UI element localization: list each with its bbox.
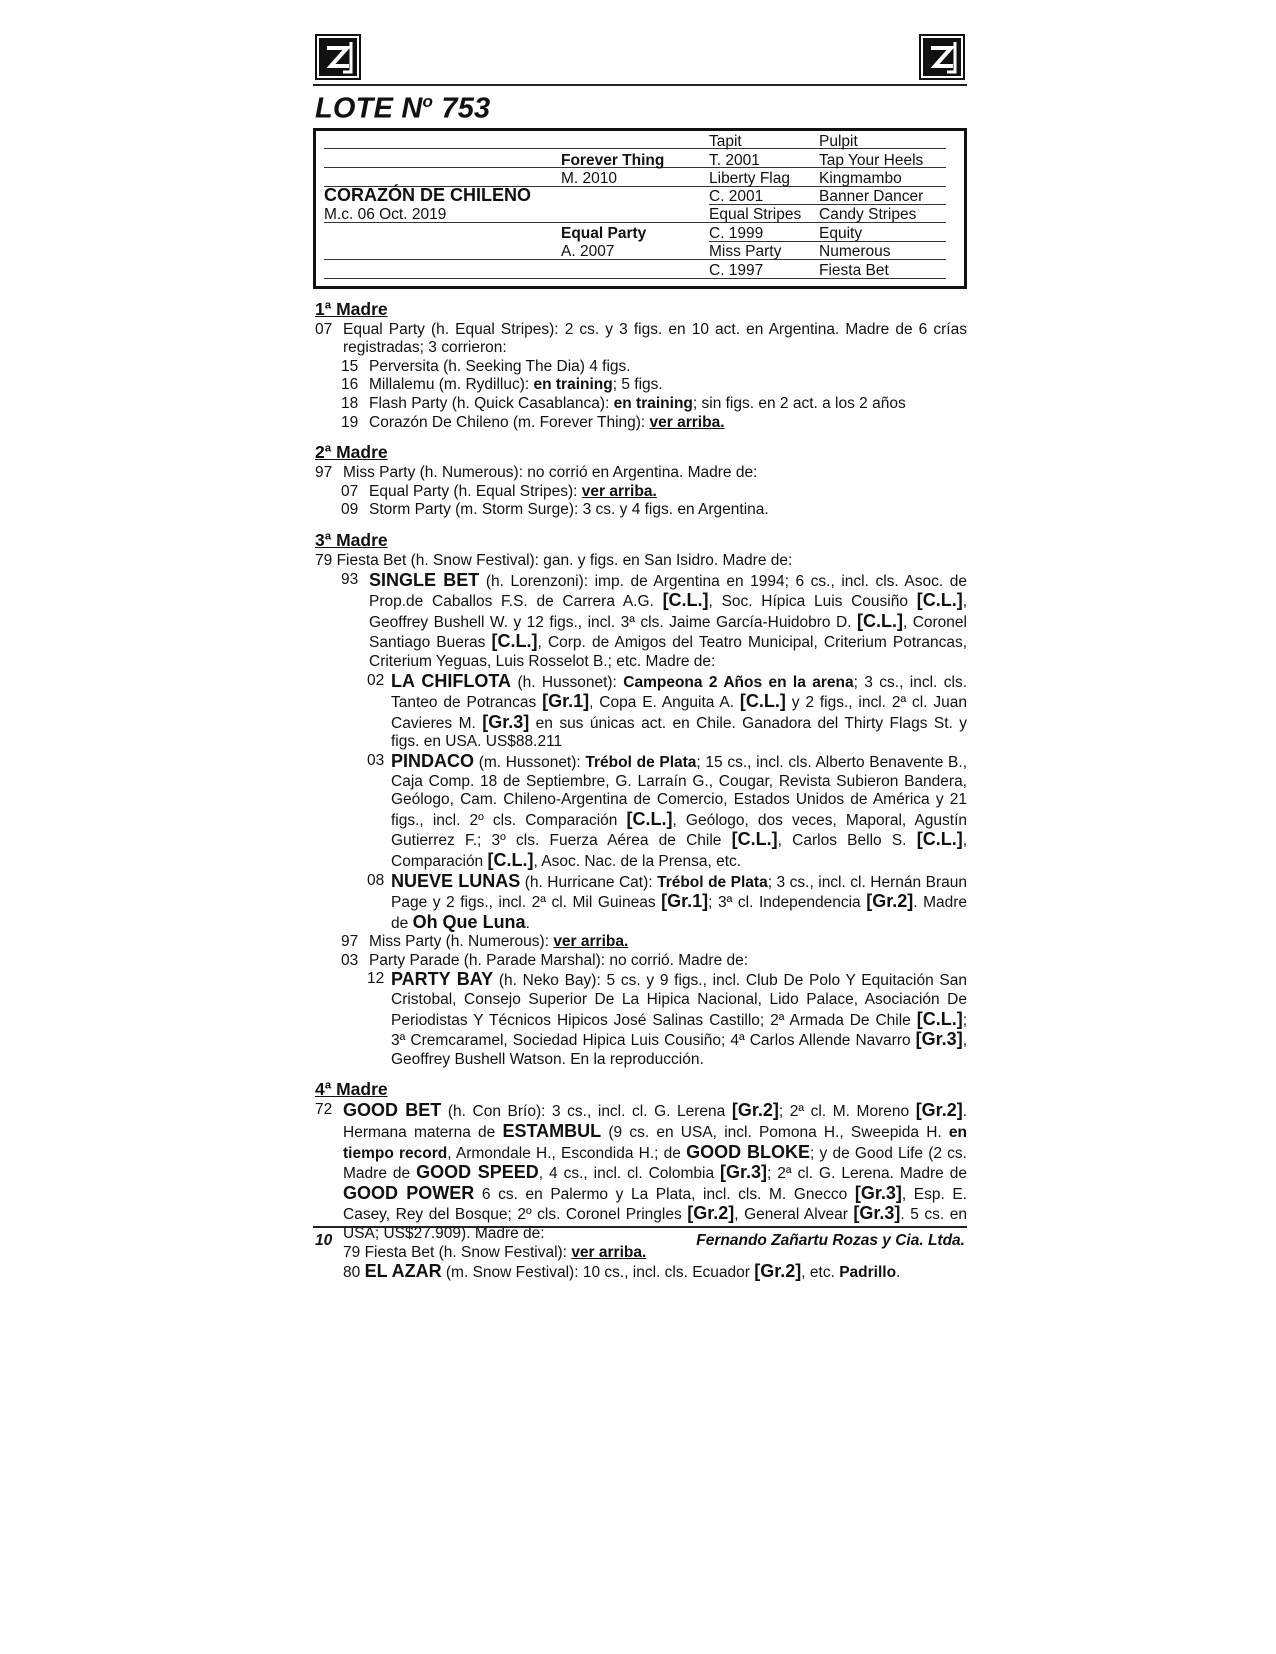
list-item: 72 GOOD BET (h. Con Brío): 3 cs., incl. cl. G. Lerena [Gr.2]; 2ª cl. M. Moreno [Gr.2]. Hermana materna de ESTAMBUL (9 cs. en USA, incl. Pomona H., Sweepida H. en tiempo record, Armondale H., Escondida H.; de GOOD BLOKE; y de Good Life (2 cs. Madre de GOOD SPEED, 4 cs., incl. cl. Colombia [Gr.3]; 2ª cl. G. Lerena. Madre de GOOD POWER 6 cs. en Palermo y La Plata, incl. cls. M. Gnecco [Gr.3], Esp. E. Casey, Rey del Bosque; 2º cls. Coronel Pringles [Gr.2], General Alvear [Gr.3]. 5 cs. en USA; US$27.909). Madre de: bbox=[315, 1100, 968, 1242]
section-title-4th-dam: 4ª Madre bbox=[315, 1079, 388, 1100]
ped-ddd: Fiesta Bet bbox=[819, 261, 889, 279]
page-footer bbox=[313, 1226, 967, 1249]
ped-sdd: Banner Dancer bbox=[819, 187, 924, 205]
logo-icon bbox=[315, 34, 361, 80]
ped-dd-info: C. 1997 bbox=[709, 261, 764, 279]
list-item: 97 Miss Party (h. Numerous): ver arriba. bbox=[341, 933, 629, 951]
list-item: 15 Perversita (h. Seeking The Dia) 4 figs. bbox=[341, 357, 631, 375]
ped-sss: Pulpit bbox=[819, 132, 858, 150]
list-item: 80 EL AZAR (m. Snow Festival): 10 cs., incl. cls. Ecuador [Gr.2], etc. Padrillo. bbox=[343, 1261, 901, 1282]
list-item: 79 Fiesta Bet (h. Snow Festival): ver arriba. bbox=[343, 1243, 647, 1261]
list-item: 03 Party Parade (h. Parade Marshal): no corrió. Madre de: bbox=[341, 951, 749, 969]
list-item: 12 PARTY BAY (h. Neko Bay): 5 cs. y 9 figs., incl. Club De Polo Y Equitación San Cristobal, Consejo Superior De La Hipica Nacional, Lido Palace, Asociación De Periodistas Y Técnicos Hipicos José Salinas Castillo; 2ª Armada De Chile [C.L.]; 3ª Cremcaramel, Sociedad Hipica Luis Cousiño; 4ª Carlos Allende Navarro [Gr.3], Geoffrey Bushell Watson. En la reproducción. bbox=[367, 969, 967, 1068]
ped-sds: Kingmambo bbox=[819, 169, 902, 187]
ped-ssd: Tap Your Heels bbox=[819, 151, 924, 169]
section-title-1st-dam: 1ª Madre bbox=[315, 298, 388, 319]
ped-horse-name: CORAZÓN DE CHILENO bbox=[324, 184, 531, 205]
ped-ds: Equal Stripes bbox=[709, 205, 802, 223]
ped-sire-info: M. 2010 bbox=[561, 169, 618, 187]
page-header bbox=[313, 30, 967, 86]
list-item: 07 Equal Party (h. Equal Stripes): ver arriba. bbox=[341, 482, 657, 500]
section-title-2nd-dam: 2ª Madre bbox=[315, 442, 388, 463]
ped-dds: Numerous bbox=[819, 242, 891, 260]
ped-dam: Equal Party bbox=[561, 224, 647, 242]
ped-sd: Liberty Flag bbox=[709, 169, 790, 187]
list-item: 16 Millalemu (m. Rydilluc): en training; 5 figs. bbox=[341, 376, 663, 394]
ped-dss: Candy Stripes bbox=[819, 205, 917, 223]
ped-ds-info: C. 1999 bbox=[709, 224, 764, 242]
ped-dsd: Equity bbox=[819, 224, 863, 242]
section-title-3rd-dam: 3ª Madre bbox=[315, 530, 388, 550]
list-item: 09 Storm Party (m. Storm Surge): 3 cs. y 4 figs. en Argentina. bbox=[341, 501, 769, 519]
ped-horse-info: M.c. 06 Oct. 2019 bbox=[324, 205, 447, 223]
page bbox=[313, 30, 967, 1283]
ped-ss-info: T. 2001 bbox=[709, 151, 760, 169]
ped-sire: Forever Thing bbox=[561, 151, 665, 169]
ped-sd-info: C. 2001 bbox=[709, 187, 764, 205]
list-item: 07 Equal Party (h. Equal Stripes): 2 cs. y 3 figs. en 10 act. en Argentina. Madre de 6 crías registradas; 3 corrieron: bbox=[315, 320, 967, 357]
pedigree-table bbox=[313, 128, 967, 289]
list-item: 08 NUEVE LUNAS (h. Hurricane Cat): Trébol de Plata; 3 cs., incl. cl. Hernán Braun Page y 2 figs., incl. 2ª cl. Mil Guineas [Gr.1]; 3ª cl. Independencia [Gr.2]. Madre de Oh Que Luna. bbox=[367, 870, 968, 932]
page-number: 10 bbox=[315, 1232, 333, 1249]
list-item: 79 Fiesta Bet (h. Snow Festival): gan. y figs. en San Isidro. Madre de: bbox=[315, 552, 793, 569]
list-item: 97 Miss Party (h. Numerous): no corrió en Argentina. Madre de: bbox=[315, 464, 758, 482]
list-item: 18 Flash Party (h. Quick Casablanca): en training; sin figs. en 2 act. a los 2 años bbox=[341, 395, 906, 413]
list-item: 93 SINGLE BET (h. Lorenzoni): imp. de Argentina en 1994; 6 cs., incl. cls. Asoc. de Prop.de Caballos F.S. de Carrera A.G. [C.L.], Soc. Hípica Luis Cousiño [C.L.], Geoffrey Bushell W. y 12 figs., incl. 3ª cls. Jaime García-Huidobro D. [C.L.], Coronel Santiago Bueras [C.L.], Corp. de Amigos del Teatro Municipal, Criterium Potrancas, Criterium Yeguas, Luis Rosselot B.; etc. Madre de: bbox=[341, 569, 968, 670]
list-item: 03 PINDACO (m. Hussonet): Trébol de Plata; 15 cs., incl. cls. Alberto Benavente B., Caja Comp. 18 de Septiembre, G. Larraín G., Cougar, Revista Subieron Bandera, Geólogo, Cam. Chileno-Argentina de Comercio, Estados Unidos de América y 21 figs., incl. 2º cls. Comparación [C.L.], Geólogo, dos veces, Maporal, Agustín Gutierrez F.; 3º cls. Fuerza Aérea de Chile [C.L.], Carlos Bello S. [C.L.], Comparación [C.L.], Asoc. Nac. de la Prensa, etc. bbox=[367, 750, 968, 870]
ped-dd: Miss Party bbox=[709, 242, 782, 260]
logo-icon bbox=[919, 34, 965, 80]
company-name: Fernando Zañartu Rozas y Cia. Ltda. bbox=[696, 1232, 965, 1249]
lot-title: LOTE $N^o$ 753 bbox=[315, 92, 491, 125]
list-item: 19 Corazón De Chileno (m. Forever Thing): ver arriba. bbox=[341, 413, 725, 431]
list-item: 02 LA CHIFLOTA (h. Hussonet): Campeona 2 Años en la arena; 3 cs., incl. cls. Tanteo de Potrancas [Gr.1], Copa E. Anguita A. [C.L.] y 2 figs., incl. 2ª cl. Juan Cavieres M. [Gr.3] en sus únicas act. en Chile. Ganadora del Thirty Flags St. y figs. en USA. US$88.211 bbox=[367, 670, 968, 751]
ped-ss: Tapit bbox=[709, 132, 742, 150]
ped-dam-info: A. 2007 bbox=[561, 242, 615, 260]
